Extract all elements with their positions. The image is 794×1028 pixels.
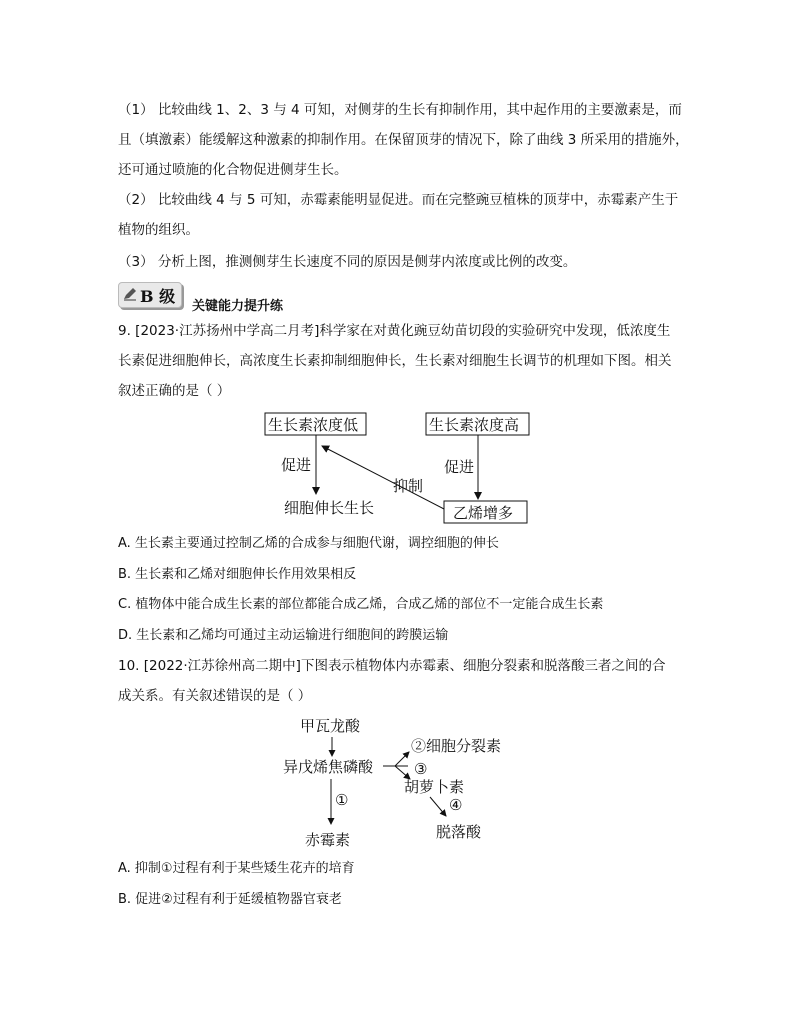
q8-part1-line1: （1） 比较曲线 1、2、3 与 4 可知，对侧芽的生长有抑制作用，其中起作用的主要激素是，而 [118,102,682,118]
q10-stem-line2: 成关系。有关叙述错误的是（ ） [118,688,312,704]
ethylene-label: 乙烯增多 [453,504,514,522]
q10-option-a[interactable]: A. 抑制①过程有利于某些矮生花卉的培育 [118,861,355,876]
q8-part1-line3: 还可通过喷施的化合物促进侧芽生长。 [118,162,348,178]
cell-elongation-label: 细胞伸长生长 [284,499,375,517]
q8-part2-line2: 植物的组织。 [118,222,199,238]
step1-label: ① [335,791,349,809]
section-title: 关键能力提升练 [192,299,284,314]
carotene-label: 胡萝卜素 [404,778,465,796]
q8-part1-line2: 且（填激素）能缓解这种激素的抑制作用。在保留顶芽的情况下，除了曲线 3 所采用的措施外， [118,132,689,148]
arrow-to-cytokinin [395,752,409,766]
q9-option-d[interactable]: D. 生长素和乙烯均可通过主动运输进行细胞间的跨膜运输 [118,628,449,643]
promote-label-left: 促进 [281,456,312,474]
cytokinin-label: ②细胞分裂素 [411,737,502,755]
step3-label: ③ [414,760,428,778]
q9-stem-line1: 9. [2023·江苏扬州中学高二月考]科学家在对黄化豌豆幼苗切段的实验研究中发现，低浓度生 [118,323,671,339]
q10-stem-line1: 10. [2022·江苏徐州高二期中]下图表示植物体内赤霉素、细胞分裂素和脱落酸三者之间的合 [118,658,666,674]
mevalonate-label: 甲瓦龙酸 [300,717,361,735]
high-auxin-label: 生长素浓度高 [429,416,520,434]
promote-label-right: 促进 [444,458,475,476]
q8-part3-line1: （3） 分析上图，推测侧芽生长速度不同的原因是侧芽内浓度或比例的改变。 [118,254,577,270]
q9-stem-line3: 叙述正确的是（ ） [118,383,231,399]
q9-option-b[interactable]: B. 生长素和乙烯对细胞伸长作用效果相反 [118,567,357,582]
q8-part2-line1: （2） 比较曲线 4 与 5 可知，赤霉素能明显促进。而在完整豌豆植株的顶芽中，赤霉素产生于 [118,192,679,208]
inhibit-label: 抑制 [393,477,424,495]
aba-label: 脱落酸 [436,823,482,841]
q9-option-c[interactable]: C. 植物体中能合成生长素的部位都能合成乙烯，合成乙烯的部位不一定能合成生长素 [118,597,604,612]
q10-option-b[interactable]: B. 促进②过程有利于延缓植物器官衰老 [118,892,342,907]
ipp-label: 异戊烯焦磷酸 [283,758,374,776]
arrow-to-aba [430,797,446,816]
level-badge-label: B 级 [140,287,176,306]
low-auxin-label: 生长素浓度低 [268,416,359,434]
q9-stem-line2: 长素促进细胞伸长，高浓度生长素抑制细胞伸长，生长素对细胞生长调节的机理如下图。相关 [118,353,672,369]
q9-option-a[interactable]: A. 生长素主要通过控制乙烯的合成参与细胞代谢，调控细胞的伸长 [118,536,499,551]
step4-label: ④ [449,796,463,814]
gibberellin-label: 赤霉素 [305,831,351,849]
